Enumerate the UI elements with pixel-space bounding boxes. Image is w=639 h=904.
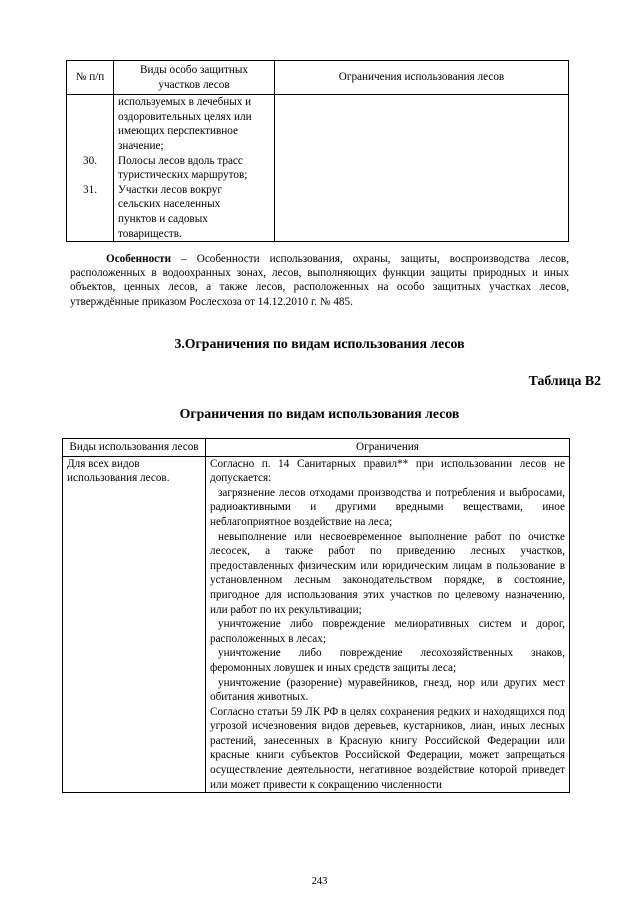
row-numbers-cell (67, 95, 114, 242)
row-number: 31. (83, 183, 97, 196)
column-header-usage-types: Виды использования лесов (63, 439, 206, 457)
row-number: 30. (83, 154, 97, 167)
restriction-paragraph: Согласно статьи 59 ЛК РФ в целях сохранения редких и находящихся под угрозой исчезновения видов деревьев, кустарников, лиан, иных лесных растений, занесенных в Красную книгу Российской Федерации или красные книги субъектов Российской Федерации, может запрещаться осуществление деятельности, негативное воздействие которой приведет или может привести к сокращению численности (210, 705, 565, 791)
restrictions-cell (206, 456, 570, 793)
table-header-row (63, 439, 570, 457)
restriction-item: невыполнение или несвоевременное выполнение работ по очистке лесосек, а также работ по приведению лесных участков, предоставленных физическим или юридическим лицам в пользование в установленном лесным законодательством порядке, в состояние, пригодное для использования этих участков по целевому назначению, или работ по их рекультивации; (210, 530, 565, 616)
table-header-row (67, 61, 569, 95)
restriction-item: загрязнение лесов отходами производства и потребления и выбросами, радиоактивными и другими вредными веществами, иное неблагоприятное воздействие на леса; (210, 486, 565, 528)
restrictions-cell-empty (275, 95, 569, 242)
table-row (67, 95, 569, 242)
usage-type-cell: Для всех видов использования лесов. (63, 456, 206, 793)
note-text: – Особенности использования, охраны, защиты, воспроизводства лесов, расположенных в водоохранных зонах, лесов, выполняющих функции защиты природных и иных объектов, ценных лесов, а также лесов, расположенных на особо защитных участках лесов, утверждённые приказом Рослесхоза от 14.12.2010 г. № 485. (70, 253, 569, 308)
column-header-area-types: Виды особо защитных участков лесов (114, 61, 275, 95)
note-paragraph (70, 252, 569, 309)
usage-restrictions-table (62, 438, 570, 793)
column-header-number: № п/п (67, 61, 114, 95)
note-term: Особенности (106, 253, 172, 265)
column-header-restrictions: Ограничения использования лесов (275, 61, 569, 95)
restriction-item: уничтожение либо повреждение мелиоративных систем и дорог, расположенных в лесах; (210, 618, 565, 645)
protective-areas-table (66, 60, 569, 242)
table-row (63, 456, 570, 793)
area-types-cell: используемых в лечебных и оздоровительных целях или имеющих перспективное значение; Полосы лесов вдоль трасс туристических маршрутов; Участки лесов вокруг сельских населенных пунктов и садовых товариществ. (114, 95, 275, 242)
page-number: 243 (311, 876, 328, 887)
column-header-restrictions: Ограничения (206, 439, 570, 457)
table-title: Ограничения по видам использования лесов (179, 406, 460, 421)
restriction-item: уничтожение (разорение) муравейников, гнезд, нор или других мест обитания животных. (210, 676, 565, 704)
table-label: Таблица В2 (528, 373, 601, 388)
section-heading: 3.Ограничения по видам использования лесов (174, 336, 465, 351)
restriction-paragraph: Согласно п. 14 Санитарных правил** при использовании лесов не допускается: (210, 457, 565, 485)
restriction-item: уничтожение либо повреждение лесохозяйственных знаков, феромонных ловушек и иных средств защиты леса; (210, 647, 565, 674)
